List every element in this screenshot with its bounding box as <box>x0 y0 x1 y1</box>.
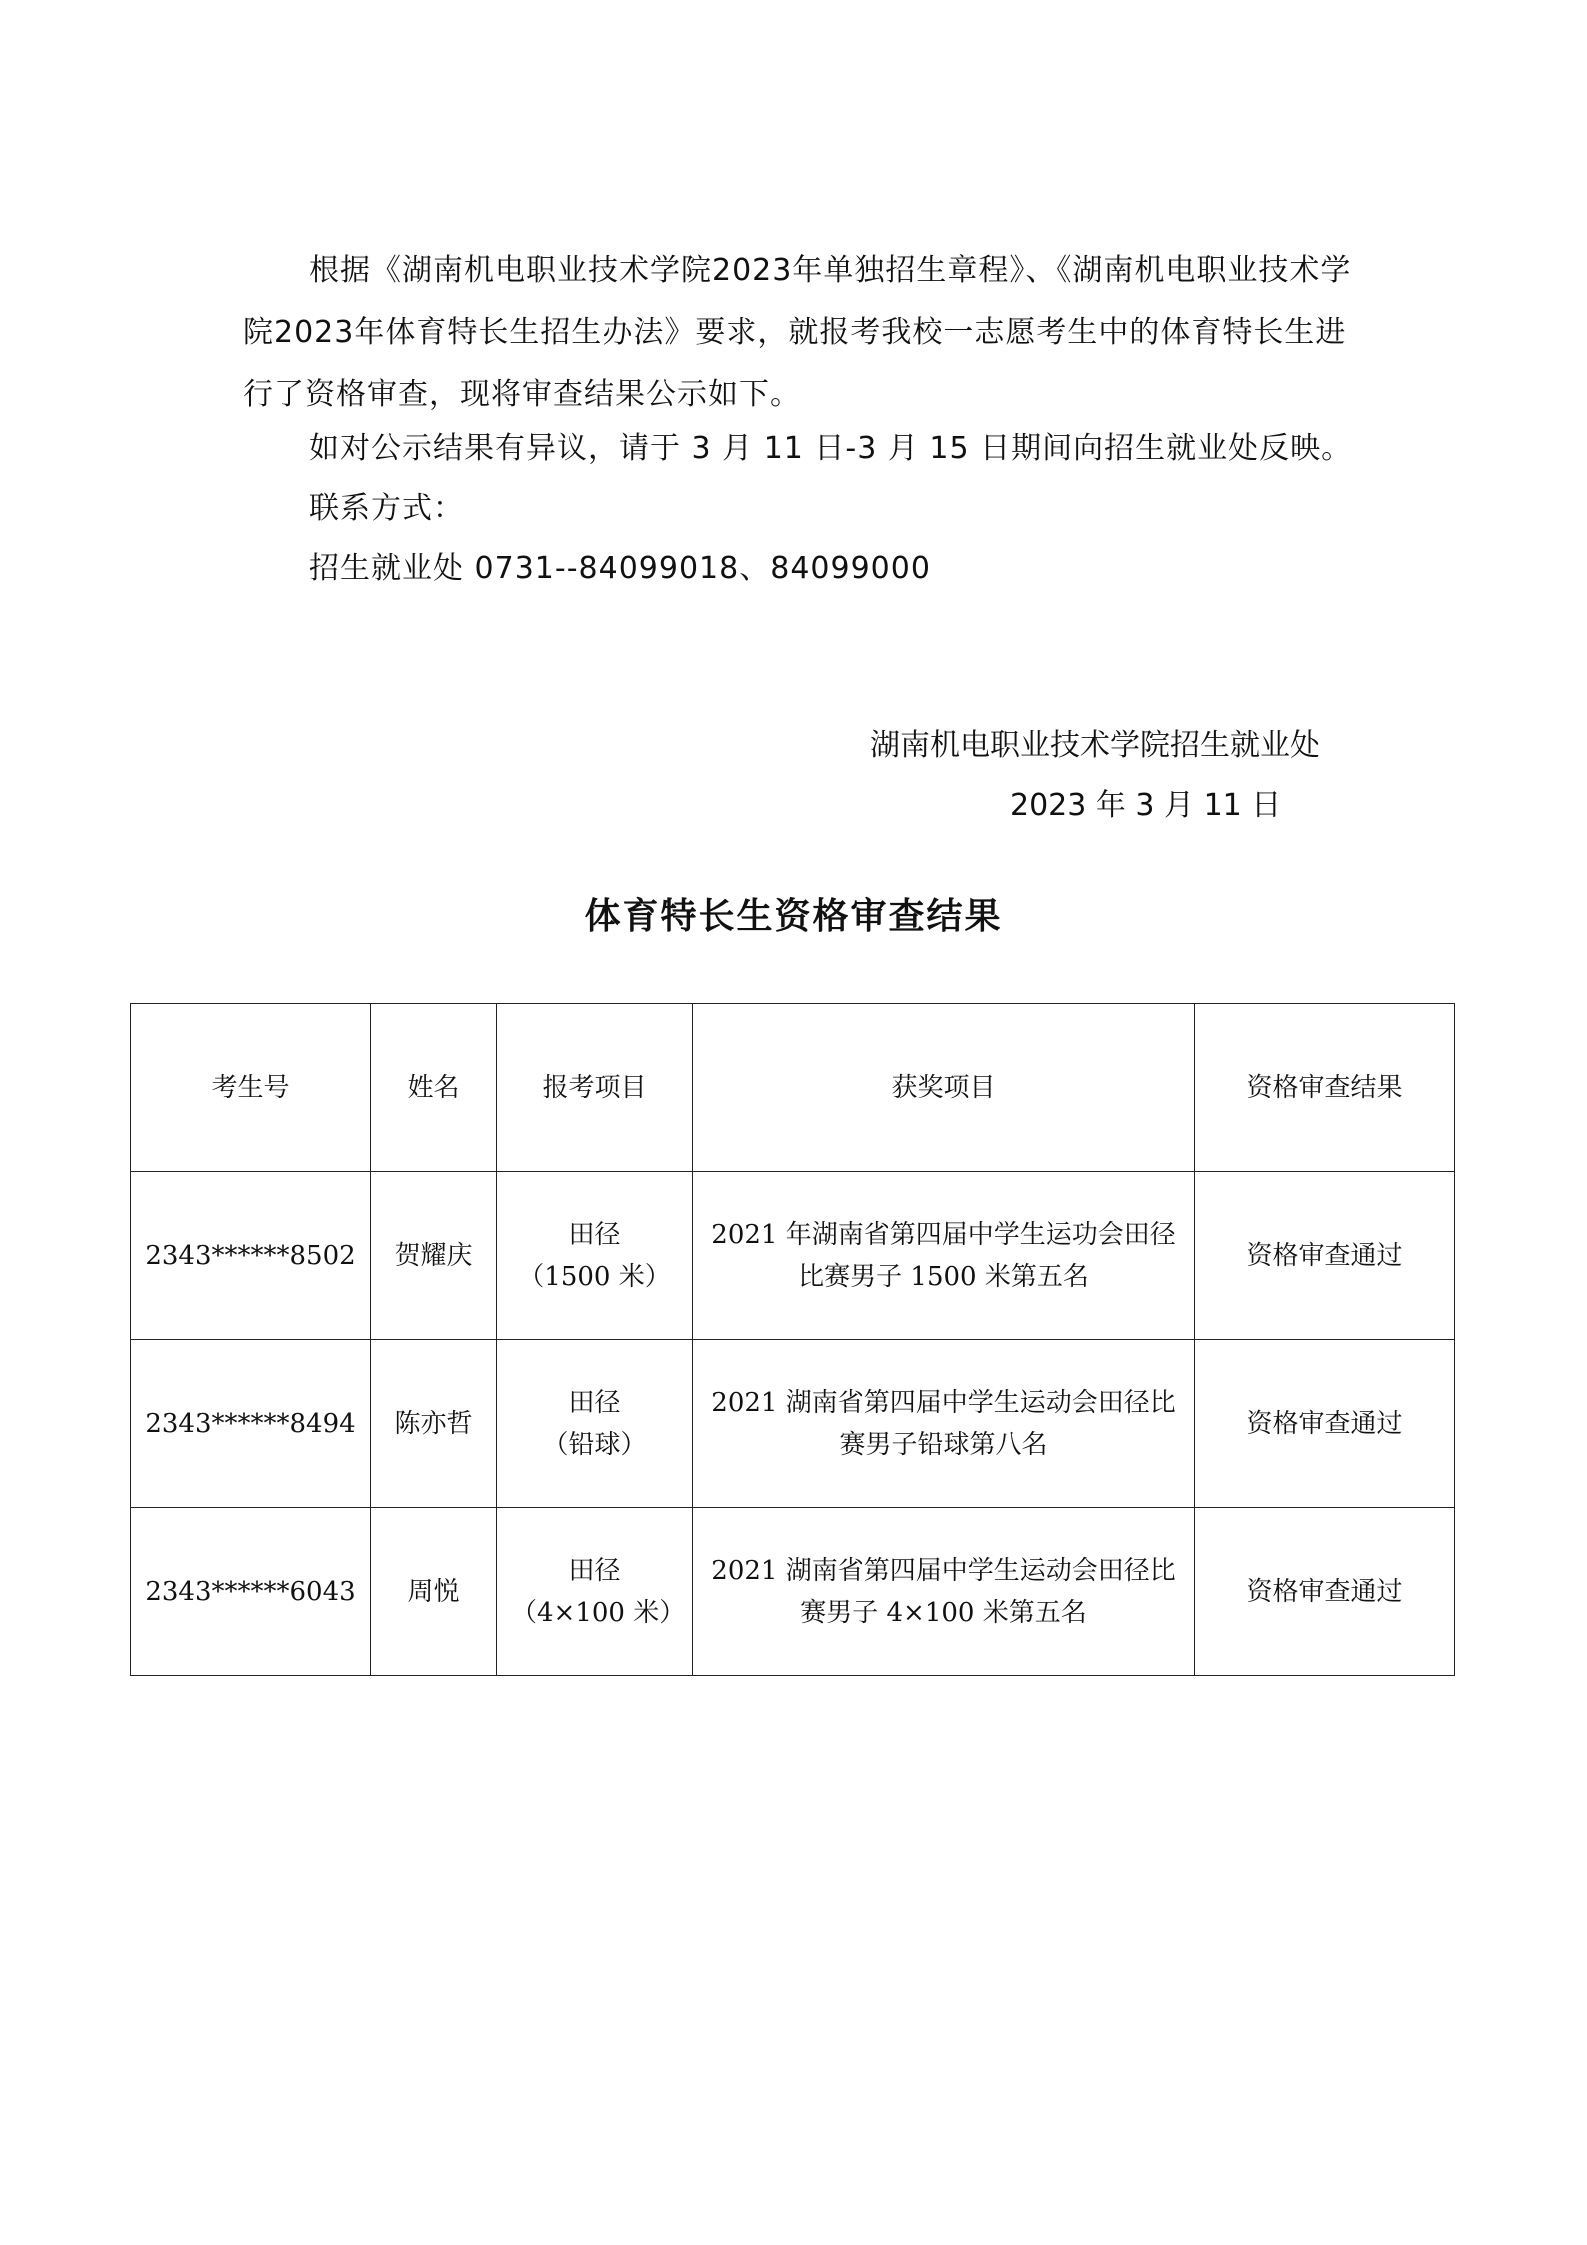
event-cell <box>497 1172 693 1340</box>
header-name: 姓名 <box>371 1004 497 1172</box>
results-table <box>130 1003 1455 1676</box>
table-header-row <box>131 1004 1455 1172</box>
award-line: 比赛男子 1500 米第五名 <box>798 1261 1089 1292</box>
award-line: 2021 湖南省第四届中学生运动会田径比 <box>711 1555 1176 1586</box>
objection-notice: 如对公示结果有异议，请于 3 月 11 日-3 月 15 日期间向招生就业处反映。 <box>309 431 1353 466</box>
review-result: 资格审查通过 <box>1195 1340 1455 1508</box>
signature-date: 2023 年 3 月 11 日 <box>1010 788 1282 823</box>
table-row <box>131 1508 1455 1676</box>
award-cell <box>693 1508 1195 1676</box>
candidate-name: 贺耀庆 <box>371 1172 497 1340</box>
review-result: 资格审查通过 <box>1195 1508 1455 1676</box>
event-cell <box>497 1340 693 1508</box>
award-cell <box>693 1172 1195 1340</box>
award-cell <box>693 1340 1195 1508</box>
award-line: 2021 湖南省第四届中学生运动会田径比 <box>711 1387 1176 1418</box>
event: 田径 <box>568 1555 621 1586</box>
header-result: 资格审查结果 <box>1195 1004 1455 1172</box>
candidate-name: 周悦 <box>371 1508 497 1676</box>
candidate-id: 2343******8502 <box>131 1172 371 1340</box>
event-cell <box>497 1508 693 1676</box>
candidate-name: 陈亦哲 <box>371 1340 497 1508</box>
contact-label: 联系方式： <box>309 491 464 526</box>
event: 田径 <box>568 1219 621 1250</box>
contact-info: 招生就业处 0731--84099018、84099000 <box>309 551 931 586</box>
signature-organization: 湖南机电职业技术学院招生就业处 <box>870 728 1320 763</box>
event: 田径 <box>568 1387 621 1418</box>
table-title: 体育特长生资格审查结果 <box>584 896 1003 937</box>
table-row <box>131 1340 1455 1508</box>
notice-paragraph: 根据《湖南机电职业技术学院2023年单独招生章程》、《湖南机电职业技术学院2023年体育特长生招生办法》要求，就报考我校一志愿考生中的体育特长生进行了资格审查，现将审查结果公示如下。 <box>243 253 1352 412</box>
table-row <box>131 1172 1455 1340</box>
candidate-id: 2343******6043 <box>131 1508 371 1676</box>
award-line: 赛男子铅球第八名 <box>839 1429 1048 1460</box>
event-detail: （铅球） <box>542 1429 647 1460</box>
header-candidate-id: 考生号 <box>131 1004 371 1172</box>
header-award: 获奖项目 <box>693 1004 1195 1172</box>
award-line: 2021 年湖南省第四届中学生运功会田径 <box>711 1219 1176 1250</box>
event-detail: （4×100 米） <box>511 1597 686 1628</box>
event-detail: （1500 米） <box>518 1261 671 1292</box>
award-line: 赛男子 4×100 米第五名 <box>800 1597 1087 1628</box>
candidate-id: 2343******8494 <box>131 1340 371 1508</box>
review-result: 资格审查通过 <box>1195 1172 1455 1340</box>
header-event: 报考项目 <box>497 1004 693 1172</box>
